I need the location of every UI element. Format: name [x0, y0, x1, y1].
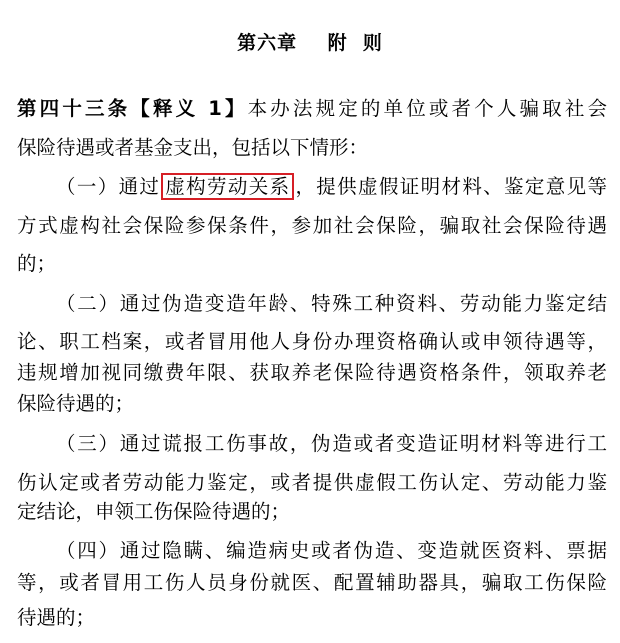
- chapter-title: 第六章 附 则: [237, 32, 383, 54]
- item3-line-1: （三）通过谎报工伤事故，伪造或者变造证明材料等进行工: [56, 432, 607, 455]
- item4-line-3: 待遇的；: [17, 606, 96, 629]
- item1-line-2: 方式虚构社会保险参保条件，参加社会保险，骗取社会保险待遇: [17, 214, 607, 237]
- item2-line-4: 保险待遇的；: [17, 392, 135, 415]
- article-lead-line-1: [17, 97, 607, 121]
- item3-line-2: 伤认定或者劳动能力鉴定，或者提供虚假工伤认定、劳动能力鉴: [17, 471, 607, 494]
- item4-line-2: 等，或者冒用工伤人员身份就医、配置辅助器具，骗取工伤保险: [17, 571, 607, 594]
- item1-suffix: ，提供虚假证明材料、鉴定意见等: [295, 175, 607, 198]
- item3-line-3: 定结论，申领工伤保险待遇的；: [17, 500, 291, 523]
- item4-line-1: （四）通过隐瞒、编造病史或者伪造、变造就医资料、票据: [56, 539, 607, 562]
- item1-line-1: [56, 175, 607, 199]
- article-annotation: 【释义 1】: [130, 97, 248, 120]
- item2-line-2: 论、职工档案，或者冒用他人身份办理资格确认或申领待遇等，: [17, 330, 607, 353]
- item2-line-3: 违规增加视同缴费年限、获取养老保险待遇资格条件，领取养老: [17, 361, 607, 384]
- item1-line-3: 的；: [17, 252, 57, 275]
- article-number: 第四十三条: [17, 97, 131, 120]
- article-lead-line-2: 保险待遇或者基金支出，包括以下情形：: [17, 136, 369, 159]
- highlighted-phrase: 虚构劳动关系: [161, 173, 294, 200]
- item2-line-1: （二）通过伪造变造年龄、特殊工种资料、劳动能力鉴定结: [56, 292, 607, 315]
- item1-prefix: （一）通过: [56, 175, 161, 198]
- article-lead-text: 本办法规定的单位或者个人骗取社会: [247, 97, 607, 120]
